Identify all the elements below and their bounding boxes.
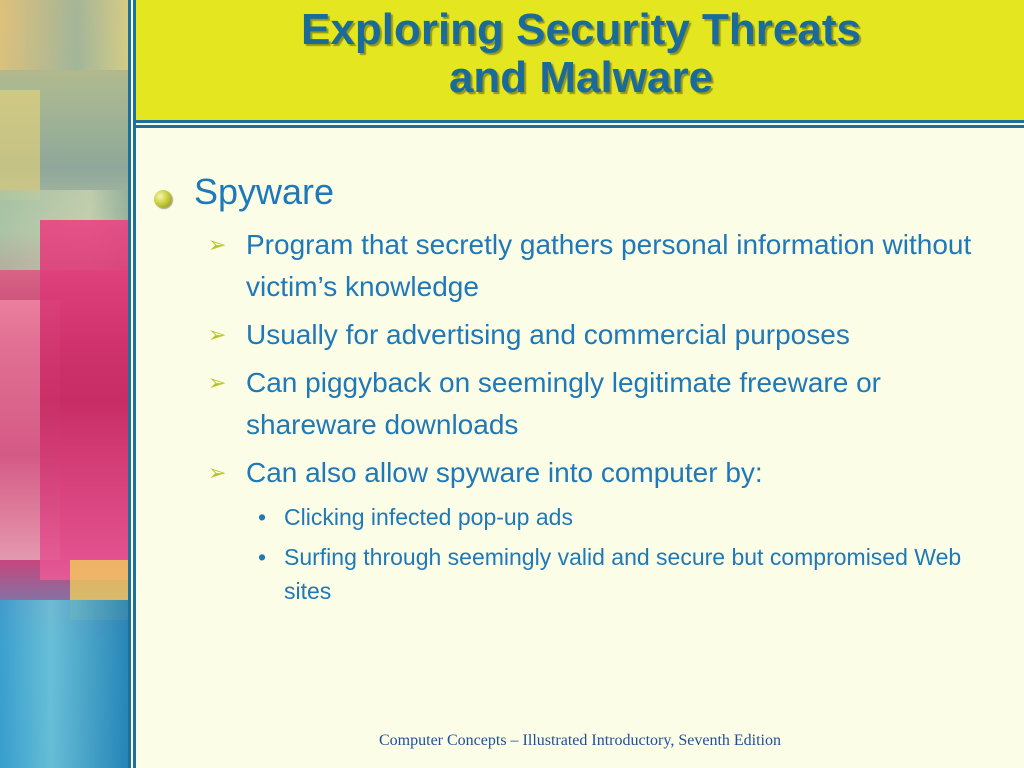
sub-bullet	[150, 224, 1010, 308]
arrow-bullet-icon: ➢	[208, 322, 227, 347]
main-bullet	[150, 170, 1010, 214]
slide-footer: Computer Concepts – Illustrated Introductory, Seventh Edition	[379, 732, 781, 749]
arrow-bullet-icon: ➢	[208, 232, 227, 257]
arrow-bullet-icon: ➢	[208, 460, 227, 485]
slide-content	[150, 170, 1010, 614]
round-bullet-icon	[154, 190, 172, 208]
point-text: Can piggyback on seemingly legitimate freeware or shareware downloads	[246, 367, 881, 440]
sub-point-text: Surfing through seemingly valid and secure but compromised Web sites	[284, 544, 962, 604]
point-text: Usually for advertising and commercial purposes	[246, 319, 850, 350]
horizontal-divider	[136, 120, 1024, 128]
sub-sub-bullet	[150, 500, 1010, 534]
sub-point-text: Clicking infected pop-up ads	[284, 504, 573, 530]
dot-bullet-icon: •	[258, 504, 267, 530]
dot-bullet-icon: •	[258, 544, 267, 570]
sub-bullet	[150, 314, 1010, 356]
vertical-divider	[128, 0, 136, 768]
title-line-2: and Malware	[448, 53, 714, 102]
slide-title	[150, 6, 1012, 102]
topic-text: Spyware	[194, 171, 335, 212]
sub-sub-bullet	[150, 540, 1010, 608]
decorative-painting	[0, 0, 128, 768]
arrow-bullet-icon: ➢	[208, 370, 227, 395]
sub-bullet	[150, 452, 1010, 494]
point-text: Program that secretly gathers personal information without victim’s knowledge	[246, 229, 972, 302]
sub-bullet	[150, 362, 1010, 446]
point-text: Can also allow spyware into computer by:	[246, 457, 763, 488]
title-line-1: Exploring Security Threats	[301, 5, 861, 54]
